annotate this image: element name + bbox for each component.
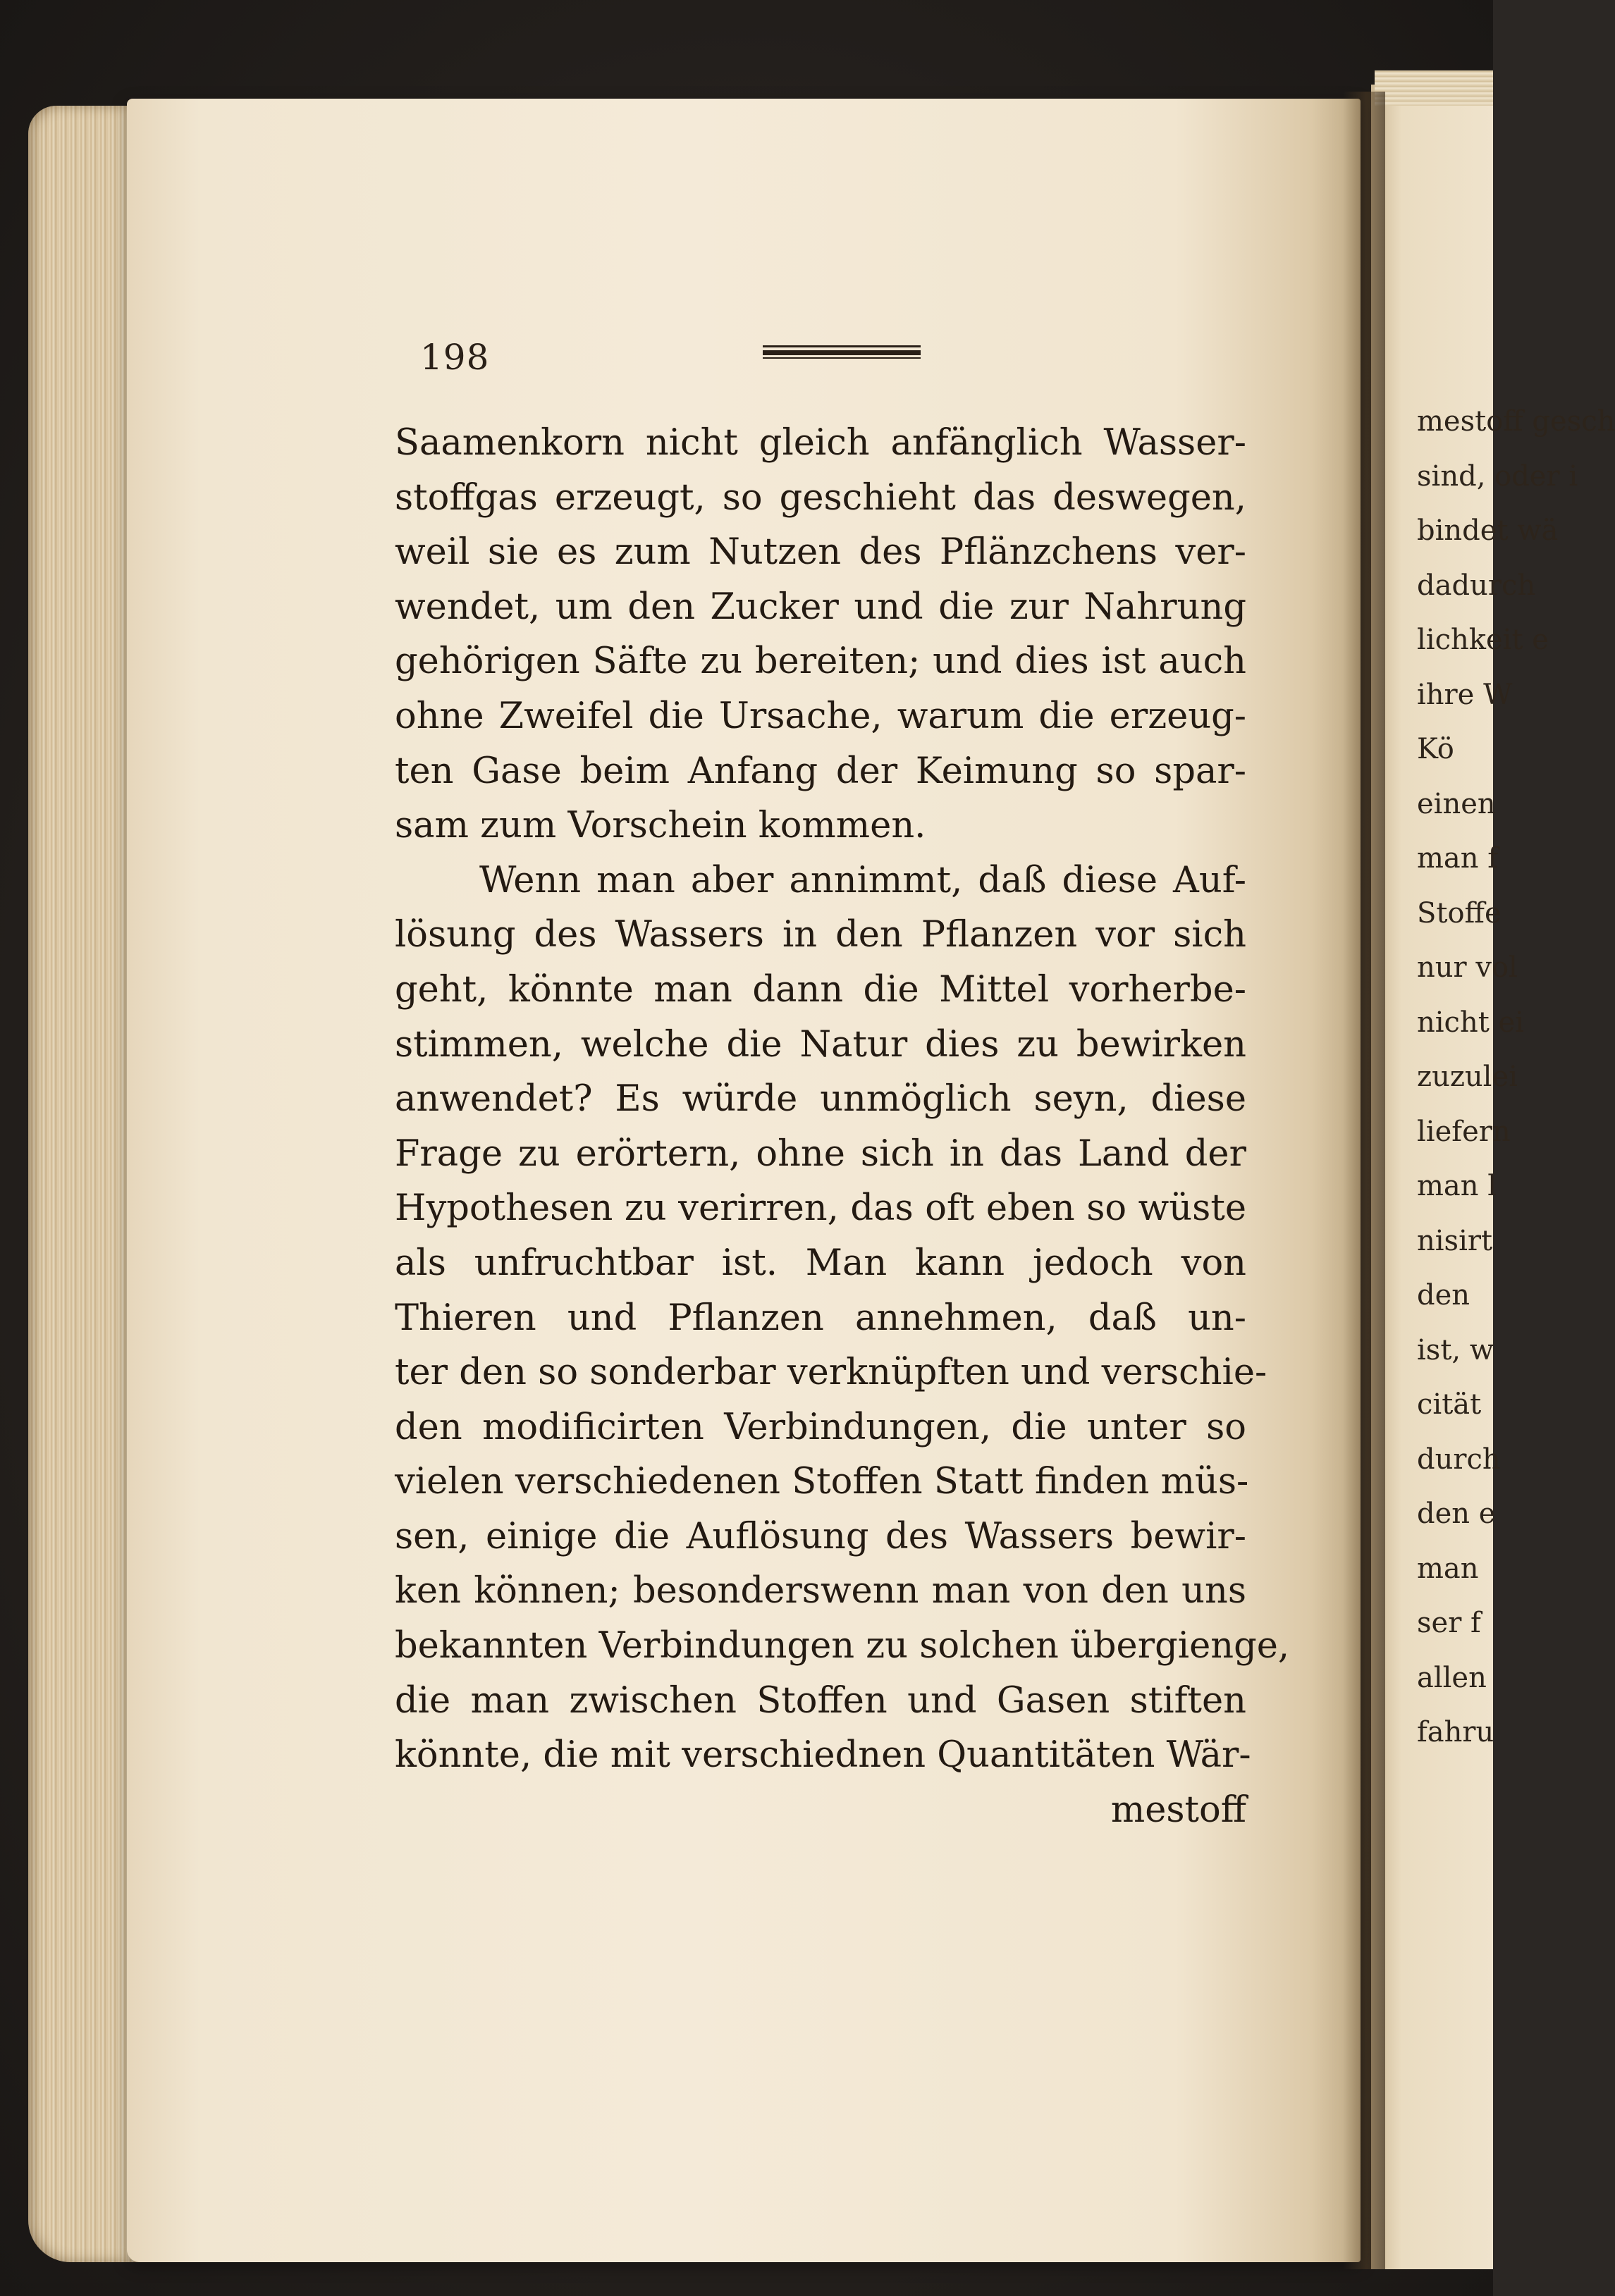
text-line: wendet, um den Zucker und die zur Nahrung [395,586,1246,628]
facing-line: bindet wä [1417,514,1559,547]
facing-line: sind, oder i [1417,459,1578,493]
text-line: gehörigen Säfte zu bereiten; und dies ist auch [395,641,1246,683]
facing-line: man [1417,1552,1479,1585]
facing-line: dadurch [1417,569,1536,602]
text-line: die man zwischen Stoffen und Gasen stiften [395,1679,1246,1722]
facing-line: nicht ei [1417,1006,1524,1039]
text-line: lösung des Wassers in den Pflanzen vor sich [395,914,1246,956]
facing-line: ihre W [1417,678,1513,711]
facing-line: cität [1417,1388,1482,1421]
body-text [395,416,1290,1837]
text-line: weil sie es zum Nutzen des Pflänzchens ver- [395,531,1246,574]
header-rule [763,344,921,359]
text-line: Saamenkorn nicht gleich anfänglich Wasser- [395,422,1246,464]
facing-line: einen [1417,787,1496,820]
text-line: ken können; besonderswenn man von den uns [395,1570,1246,1612]
page-number: 198 [420,337,490,378]
facing-line: Kö [1417,733,1454,765]
text-line: Wenn man aber annimmt, daß diese Auf- [479,859,1246,901]
text-line: stimmen, welche die Natur dies zu bewirken [395,1023,1246,1066]
facing-page-text [1417,395,1615,1760]
text-line: anwendet? Es würde unmöglich seyn, diese [395,1078,1246,1121]
facing-line: nur vol [1417,951,1518,984]
facing-line: liefern [1417,1115,1511,1148]
facing-line: den e [1417,1498,1496,1530]
facing-line: ist, w [1417,1333,1494,1366]
text-line: Frage zu erörtern, ohne sich in das Land der [395,1132,1246,1175]
facing-line: lichkeit e [1417,624,1549,656]
text-line: sen, einige die Auflösung des Wassers bewir- [395,1515,1246,1557]
facing-line: mestoff gesch [1417,405,1615,438]
facing-line: Stoffe [1417,896,1502,930]
text-line: Thieren und Pflanzen annehmen, daß un- [395,1297,1246,1339]
facing-line: durch [1417,1443,1501,1476]
facing-line: allen [1417,1661,1487,1694]
text-line: stoffgas erzeugt, so geschieht das deswegen, [395,476,1246,519]
catchword: mestoff [1110,1789,1246,1831]
text-line: Hypothesen zu verirren, das oft eben so wüste [395,1187,1246,1230]
text-line: sam zum Vorschein kommen. [395,805,926,847]
text-line: ohne Zweifel die Ursache, warum die erzeug- [395,695,1246,737]
facing-line: man l [1417,1170,1497,1202]
text-line: ter den so sonderbar verknüpften und verschie- [395,1352,1267,1394]
text-line: geht, könnte man dann die Mittel vorherbe- [395,968,1246,1011]
facing-line: man f [1417,842,1499,875]
facing-line: den [1417,1279,1470,1311]
facing-line: nisirt [1417,1224,1493,1257]
text-line: bekannten Verbindungen zu solchen übergienge, [395,1625,1290,1667]
right-page-top-edge [1375,70,1493,106]
gutter-shadow [1343,92,1385,2269]
text-line: vielen verschiedenen Stoffen Statt finden müs- [395,1461,1249,1503]
facing-line: fahru [1417,1716,1494,1748]
text-line: als unfruchtbar ist. Man kann jedoch von [395,1242,1246,1284]
facing-line: zuzulei [1417,1061,1518,1093]
text-line: den modificirten Verbindungen, die unter so [395,1406,1246,1448]
text-line: ten Gase beim Anfang der Keimung so spar- [395,750,1246,792]
text-line: könnte, die mit verschiednen Quantitäten Wär- [395,1734,1251,1777]
facing-line: ser f [1417,1607,1481,1639]
